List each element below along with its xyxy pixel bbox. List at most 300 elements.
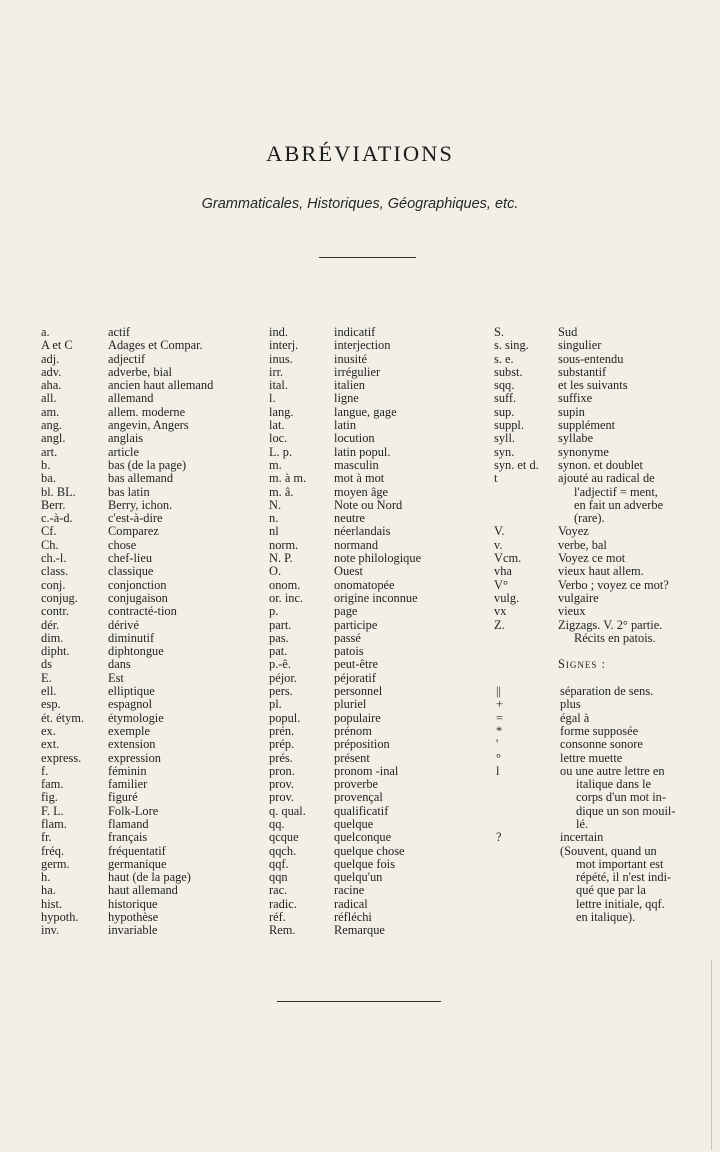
abbreviation: flam. <box>41 816 67 831</box>
sign-symbol: * <box>496 723 503 738</box>
abbreviation-row <box>494 459 716 472</box>
abbreviation: Cf. <box>41 524 57 539</box>
abbreviation-meaning: présent <box>334 750 370 765</box>
abbreviation-row <box>494 539 716 552</box>
abbreviation-row <box>41 619 258 632</box>
sign-symbol: ° <box>496 750 501 765</box>
abbreviation: m. â. <box>269 484 294 499</box>
signes-heading: Signes : <box>558 657 606 672</box>
abbreviation-meaning: singulier <box>558 338 602 353</box>
abbreviation-meaning: allemand <box>108 391 154 406</box>
abbreviation-row <box>269 738 464 751</box>
abbreviation: germ. <box>41 856 70 871</box>
sign-row <box>494 845 716 858</box>
abbreviation: pron. <box>269 763 295 778</box>
sign-meaning: en italique). <box>576 910 636 925</box>
sign-symbol <box>494 845 560 858</box>
abbreviation: loc. <box>269 431 288 446</box>
abbreviation: nl <box>269 524 279 539</box>
abbreviation-meaning: et les suivants <box>558 378 628 393</box>
sign-symbol <box>494 858 560 871</box>
abbreviation-row <box>41 871 258 884</box>
abbreviation-row <box>494 392 716 405</box>
abbreviation: onom. <box>269 577 301 592</box>
abbreviation-meaning: (rare). <box>574 511 605 526</box>
sign-symbol: ? <box>496 830 502 845</box>
sign-symbol: ' <box>496 737 499 752</box>
abbreviation-row <box>41 432 258 445</box>
abbreviation-meaning: haut allemand <box>108 883 178 898</box>
abbreviation: aha. <box>41 378 62 393</box>
abbreviation-row <box>269 459 464 472</box>
abbreviation: E. <box>41 670 52 685</box>
abbreviation-meaning: elliptique <box>108 684 155 699</box>
abbreviation: réf. <box>269 910 286 925</box>
abbreviation: radic. <box>269 896 297 911</box>
abbreviation: ext. <box>41 737 60 752</box>
abbreviation-row <box>269 765 464 778</box>
sign-meaning: mot important est <box>576 856 664 871</box>
abbreviation-row <box>41 353 258 366</box>
abbreviation-meaning: synonyme <box>558 444 609 459</box>
abbreviation-meaning: Récits en patois. <box>574 630 656 645</box>
sign-meaning: (Souvent, quand un <box>560 843 657 858</box>
abbreviation-row <box>41 392 258 405</box>
abbreviation-row <box>494 579 716 592</box>
abbreviation-row <box>494 432 716 445</box>
abbreviation-row <box>494 632 716 645</box>
abbreviation-row <box>269 884 464 897</box>
abbreviation-meaning: interjection <box>334 338 391 353</box>
abbreviation-row <box>494 419 716 432</box>
abbreviation-meaning: Est <box>108 670 124 685</box>
abbreviation-row <box>269 805 464 818</box>
abbreviation-row <box>269 339 464 352</box>
abbreviation-row <box>41 765 258 778</box>
abbreviation-meaning: vieux haut allem. <box>558 564 644 579</box>
abbreviation-meaning: haut (de la page) <box>108 870 191 885</box>
abbreviation-meaning: hypothèse <box>108 910 159 925</box>
abbreviation-row <box>41 818 258 831</box>
spacer <box>494 672 716 685</box>
sign-meaning: dique un son mouil- <box>576 803 676 818</box>
abbreviation-column-3 <box>494 326 716 924</box>
abbreviation-row <box>41 831 258 844</box>
abbreviation-meaning: Folk-Lore <box>108 803 159 818</box>
abbreviation-meaning: contracté-tion <box>108 604 177 619</box>
abbreviation: Ch. <box>41 537 59 552</box>
abbreviation: angl. <box>41 431 66 446</box>
sign-meaning: qué que par la <box>576 883 646 898</box>
abbreviation-row <box>41 685 258 698</box>
abbreviation-row <box>41 924 258 937</box>
abbreviation: class. <box>41 564 69 579</box>
abbreviation: norm. <box>269 537 299 552</box>
abbreviation-row <box>494 326 716 339</box>
abbreviation-meaning: français <box>108 830 148 845</box>
abbreviation-meaning: supin <box>558 404 585 419</box>
abbreviation-meaning: Sud <box>558 325 578 339</box>
abbreviation: L. p. <box>269 444 293 459</box>
abbreviation-meaning: prénom <box>334 723 372 738</box>
abbreviation-row <box>41 525 258 538</box>
abbreviation-row <box>269 672 464 685</box>
abbreviation-row <box>269 698 464 711</box>
top-divider <box>319 257 416 258</box>
abbreviation-meaning: personnel <box>334 684 383 699</box>
abbreviation: conj. <box>41 577 66 592</box>
abbreviation-row <box>494 406 716 419</box>
sign-symbol <box>494 778 560 791</box>
abbreviation-meaning: substantif <box>558 364 607 379</box>
abbreviation-meaning: proverbe <box>334 777 379 792</box>
abbreviation-row <box>269 366 464 379</box>
sign-symbol <box>494 818 560 831</box>
abbreviation: ind. <box>269 325 288 339</box>
abbreviation-row <box>41 512 258 525</box>
abbreviation: N. P. <box>269 551 293 566</box>
abbreviation-meaning: supplément <box>558 418 616 433</box>
abbreviation: p.-ê. <box>269 657 292 672</box>
abbreviation-meaning: Verbo ; voyez ce mot? <box>558 577 669 592</box>
abbreviation-meaning: patois <box>334 644 364 659</box>
abbreviation: N. <box>269 497 282 512</box>
abbreviation-meaning: étymologie <box>108 710 164 725</box>
abbreviation-row <box>41 805 258 818</box>
abbreviation: b. <box>41 457 51 472</box>
abbreviation-row <box>269 898 464 911</box>
abbreviation-meaning: Berry, ichon. <box>108 497 173 512</box>
abbreviation-row <box>269 911 464 924</box>
abbreviation <box>494 512 558 525</box>
abbreviation: fr. <box>41 830 52 845</box>
abbreviation-meaning: Voyez ce mot <box>558 551 626 566</box>
abbreviation-row <box>269 579 464 592</box>
abbreviation-meaning: adjectif <box>108 351 146 366</box>
blank-cell <box>494 658 558 671</box>
abbreviation-meaning: Adages et Compar. <box>108 338 203 353</box>
abbreviation-row <box>41 379 258 392</box>
abbreviation: ell. <box>41 684 57 699</box>
abbreviation-meaning: dérivé <box>108 617 139 632</box>
abbreviation-row <box>269 685 464 698</box>
abbreviation: dipht. <box>41 644 70 659</box>
sign-row <box>494 911 716 924</box>
abbreviation-meaning: participe <box>334 617 378 632</box>
abbreviation-row <box>269 924 464 937</box>
abbreviation <box>494 499 558 512</box>
abbreviation-meaning: ligne <box>334 391 359 406</box>
abbreviation-row <box>269 392 464 405</box>
sign-meaning: égal à <box>560 710 590 725</box>
abbreviation-meaning: populaire <box>334 710 381 725</box>
abbreviation-meaning: syllabe <box>558 431 594 446</box>
abbreviation-row <box>269 406 464 419</box>
abbreviation: qqn <box>269 870 288 885</box>
abbreviation-row <box>41 725 258 738</box>
abbreviation: ital. <box>269 378 288 393</box>
sign-row <box>494 831 716 844</box>
abbreviation-meaning: Ouest <box>334 564 363 579</box>
abbreviation-meaning: inusité <box>334 351 368 366</box>
abbreviation-meaning: bas (de la page) <box>108 457 187 472</box>
abbreviation-meaning: bas allemand <box>108 471 174 486</box>
signes-heading-row <box>494 658 716 671</box>
abbreviation-row <box>269 379 464 392</box>
abbreviation-row <box>494 472 716 485</box>
abbreviation-row <box>269 472 464 485</box>
abbreviation-row <box>41 672 258 685</box>
abbreviation: vha <box>494 564 512 579</box>
abbreviation-row <box>41 419 258 432</box>
abbreviation: hist. <box>41 896 62 911</box>
abbreviation: adv. <box>41 364 62 379</box>
abbreviation-meaning: ancien haut allemand <box>108 378 214 393</box>
abbreviation-meaning: peut-être <box>334 657 379 672</box>
abbreviation-row <box>269 552 464 565</box>
abbreviation-row <box>41 845 258 858</box>
abbreviation-row <box>269 592 464 605</box>
sign-meaning: lettre muette <box>560 750 623 765</box>
abbreviation: vx <box>494 604 507 619</box>
sign-row <box>494 818 716 831</box>
abbreviation: Z. <box>494 617 505 632</box>
abbreviation: t <box>494 471 498 486</box>
abbreviation: n. <box>269 511 279 526</box>
abbreviation-row <box>41 486 258 499</box>
abbreviation: prép. <box>269 737 295 752</box>
sign-meaning: forme supposée <box>560 723 639 738</box>
abbreviation-row <box>41 552 258 565</box>
abbreviation-row <box>269 712 464 725</box>
abbreviation-row <box>494 512 716 525</box>
abbreviation-row <box>269 858 464 871</box>
abbreviation: ha. <box>41 883 56 898</box>
abbreviation: pl. <box>269 697 282 712</box>
abbreviation-row <box>269 752 464 765</box>
abbreviation: subst. <box>494 364 523 379</box>
sign-symbol: || <box>496 684 501 699</box>
abbreviation-meaning: dans <box>108 657 131 672</box>
sign-row <box>494 712 716 725</box>
abbreviation: ds <box>41 657 53 672</box>
abbreviation: syn. et d. <box>494 457 539 472</box>
abbreviation-meaning: péjoratif <box>334 670 376 685</box>
abbreviation: s. e. <box>494 351 514 366</box>
abbreviation-row <box>269 871 464 884</box>
sign-symbol <box>494 911 560 924</box>
sign-row <box>494 858 716 871</box>
abbreviation-meaning: synon. et doublet <box>558 457 644 472</box>
abbreviation-row <box>41 698 258 711</box>
abbreviation: dér. <box>41 617 60 632</box>
abbreviation-meaning: conjugaison <box>108 590 168 605</box>
abbreviation: Rem. <box>269 923 296 938</box>
sign-row <box>494 765 716 778</box>
abbreviation: Berr. <box>41 497 66 512</box>
abbreviation-row <box>494 446 716 459</box>
abbreviation: art. <box>41 444 58 459</box>
abbreviation-row <box>494 339 716 352</box>
abbreviation: qqf. <box>269 856 289 871</box>
abbreviation: qcque <box>269 830 299 845</box>
sign-row <box>494 778 716 791</box>
abbreviation-row <box>41 884 258 897</box>
sign-row <box>494 898 716 911</box>
abbreviation-meaning: vieux <box>558 604 586 619</box>
abbreviation-meaning: italien <box>334 378 365 393</box>
abbreviation-meaning: passé <box>334 630 361 645</box>
abbreviation-row <box>269 778 464 791</box>
abbreviation-meaning: chose <box>108 537 137 552</box>
abbreviation: s. sing. <box>494 338 529 353</box>
abbreviation-row <box>41 898 258 911</box>
abbreviation-row <box>41 472 258 485</box>
abbreviation-row <box>494 619 716 632</box>
abbreviation-meaning: provençal <box>334 790 383 805</box>
abbreviation-row <box>41 752 258 765</box>
sign-row <box>494 685 716 698</box>
abbreviation-row <box>494 552 716 565</box>
abbreviation-row <box>269 512 464 525</box>
abbreviation: vulg. <box>494 590 520 605</box>
abbreviation-row <box>269 831 464 844</box>
abbreviation-column-2 <box>269 326 464 938</box>
abbreviation: qq. <box>269 816 285 831</box>
abbreviation: or. inc. <box>269 590 304 605</box>
abbreviation: contr. <box>41 604 69 619</box>
abbreviation: O. <box>269 564 282 579</box>
abbreviation: fréq. <box>41 843 65 858</box>
abbreviation-meaning: article <box>108 444 139 459</box>
abbreviation-meaning: actif <box>108 325 131 339</box>
abbreviation: a. <box>41 325 50 339</box>
bottom-divider <box>277 1001 441 1002</box>
sign-symbol: l <box>496 763 500 778</box>
abbreviation-meaning: moyen âge <box>334 484 389 499</box>
abbreviation-row <box>269 432 464 445</box>
abbreviation: prov. <box>269 790 295 805</box>
abbreviation: hypoth. <box>41 910 79 925</box>
sign-symbol: = <box>496 710 503 725</box>
abbreviation: sup. <box>494 404 515 419</box>
abbreviation-row <box>269 419 464 432</box>
abbreviation: all. <box>41 391 57 406</box>
abbreviation <box>494 632 558 645</box>
abbreviation: p. <box>269 604 279 619</box>
abbreviation-row <box>269 645 464 658</box>
abbreviation-meaning: verbe, bal <box>558 537 607 552</box>
abbreviation-row <box>494 499 716 512</box>
abbreviation: inus. <box>269 351 293 366</box>
abbreviation: fig. <box>41 790 58 805</box>
abbreviation: f. <box>41 763 49 778</box>
abbreviation: Vcm. <box>494 551 522 566</box>
abbreviation: esp. <box>41 697 61 712</box>
abbreviation: syll. <box>494 431 515 446</box>
abbreviation: m. <box>269 457 282 472</box>
abbreviation: syn. <box>494 444 515 459</box>
abbreviation-row <box>41 539 258 552</box>
abbreviation-meaning: Remarque <box>334 923 385 938</box>
abbreviation-row <box>269 326 464 339</box>
abbreviation: adj. <box>41 351 60 366</box>
abbreviation: S. <box>494 325 504 339</box>
abbreviation-meaning: ajouté au radical de <box>558 471 655 486</box>
abbreviation-meaning: allem. moderne <box>108 404 186 419</box>
abbreviation-row <box>269 539 464 552</box>
abbreviation-meaning: normand <box>334 537 379 552</box>
abbreviation: suff. <box>494 391 517 406</box>
abbreviation-meaning: bas latin <box>108 484 150 499</box>
abbreviation: ex. <box>41 723 56 738</box>
abbreviation-row <box>41 366 258 379</box>
abbreviation: prov. <box>269 777 295 792</box>
sign-meaning: italique dans le <box>576 777 652 792</box>
sign-meaning: incertain <box>560 830 604 845</box>
abbreviation-meaning: radical <box>334 896 368 911</box>
abbreviation: conjug. <box>41 590 78 605</box>
abbreviation-row <box>269 525 464 538</box>
abbreviation-meaning: Zigzags. V. 2° partie. <box>558 617 663 632</box>
abbreviation-meaning: fréquentatif <box>108 843 166 858</box>
sign-symbol <box>494 805 560 818</box>
abbreviation: pers. <box>269 684 293 699</box>
abbreviation-meaning: réfléchi <box>334 910 372 925</box>
abbreviation-meaning: germanique <box>108 856 167 871</box>
abbreviation-row <box>494 605 716 618</box>
abbreviation-row <box>269 632 464 645</box>
abbreviation-meaning: neutre <box>334 511 365 526</box>
abbreviation: pas. <box>269 630 289 645</box>
abbreviation: V. <box>494 524 505 539</box>
sign-row <box>494 871 716 884</box>
abbreviation-row <box>41 579 258 592</box>
abbreviation-row <box>41 911 258 924</box>
abbreviation-meaning: anglais <box>108 431 144 446</box>
abbreviation-meaning: angevin, Angers <box>108 418 189 433</box>
abbreviation: express. <box>41 750 82 765</box>
abbreviation-row <box>494 366 716 379</box>
abbreviation: part. <box>269 617 292 632</box>
abbreviation-row <box>269 658 464 671</box>
abbreviation: rac. <box>269 883 288 898</box>
abbreviation-column-1 <box>41 326 258 938</box>
sign-meaning: corps d'un mot in- <box>576 790 666 805</box>
sign-meaning: lé. <box>576 816 589 831</box>
abbreviation-meaning: c'est-à-dire <box>108 511 163 526</box>
abbreviation: bl. BL. <box>41 484 76 499</box>
abbreviation: lat. <box>269 418 285 433</box>
abbreviation: interj. <box>269 338 299 353</box>
spacer <box>494 645 716 658</box>
abbreviation-row <box>41 712 258 725</box>
abbreviation-row <box>494 592 716 605</box>
abbreviation-meaning: masculin <box>334 457 379 472</box>
page-title: ABRÉVIATIONS <box>266 141 454 166</box>
sign-symbol <box>494 791 560 804</box>
abbreviation-meaning: quelque <box>334 816 374 831</box>
abbreviation-row <box>494 353 716 366</box>
abbreviation: inv. <box>41 923 60 938</box>
sign-meaning: plus <box>560 697 581 712</box>
abbreviation: ba. <box>41 471 56 486</box>
abbreviation-row <box>269 499 464 512</box>
abbreviation-meaning: quelque fois <box>334 856 395 871</box>
abbreviation-meaning: diphtongue <box>108 644 164 659</box>
abbreviation-meaning: pluriel <box>334 697 367 712</box>
sign-row <box>494 805 716 818</box>
